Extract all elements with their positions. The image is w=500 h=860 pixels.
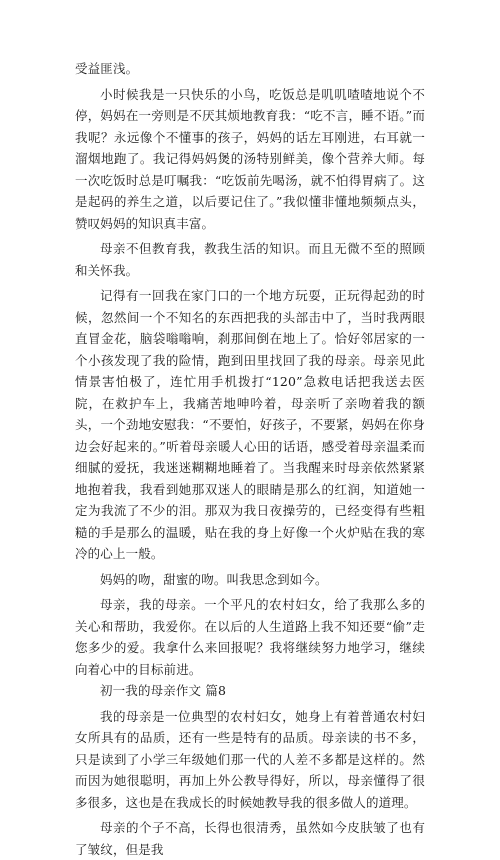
paragraph-1: 受益匪浅。	[75, 61, 139, 76]
paragraph-4: 记得有一回我在家门口的一个地方玩耍，正玩得起劲的时候，忽然间一个不知名的东西把我的头部击中了，当时我两眼直冒金花，脑袋嗡嗡响，刹那间倒在地上了。恰好邻居家的一个小孩发现了我的险情，跑到田里找回了我的母亲。母亲见此情景害怕极了，连忙用手机拨打“120”急救电话把我送去医院，在救护车上，我痛苦地呻吟着，母亲听了亲吻着我的额头，一个劲地安慰我：“不要怕，好孩子，不要紧，妈妈在你身边会好起来的。”听着母亲暖人心田的话语，感受着母亲温柔而细腻的爱抚，我迷迷糊糊地睡着了。当我醒来时母亲依然紧紧地抱着我，我看到她那双迷人的眼睛是那么的红润，知道她一定为我流了不少的泪。那双为我日夜操劳的，已经变得有些粗糙的手是那么的温暖，贴在我的身上好像一个火炉贴在我的寒冷的心上一般。	[75, 288, 425, 561]
paragraph-3: 母亲不但教育我，教我生活的知识。而且无微不至的照顾和关怀我。	[75, 241, 425, 278]
section-title: 初一我的母亲作文 篇8	[100, 683, 227, 698]
paragraph-7: 我的母亲是一位典型的农村妇女，她身上有着普通农村妇女所具有的品质，还有一些是特有的品质。母亲读的书不多，只是读到了小学三年级她们那一代的人差不多都是这样的。然而因为她很聪明，再加上外公教导得好，所以，母亲懂得了很多很多，这也是在我成长的时候她教导我的很多做人的道理。	[75, 708, 425, 810]
paragraph-6: 母亲，我的母亲。一个平凡的农村妇女，给了我那么多的关心和帮助，我爱你。在以后的人生道路上我不知还要“偷”走您多少的爱。我拿什么来回报呢？我将继续努力地学习，继续向着心中的目标前进。	[75, 597, 425, 677]
paragraph-5: 妈妈的吻，甜蜜的吻。叫我思念到如今。	[100, 571, 328, 587]
paragraph-8: 母亲的个子不高，长得也很清秀，虽然如今皮肤皱了也有了皱纹，但是我	[75, 820, 425, 857]
document-page	[75, 58, 425, 860]
paragraph-2: 小时候我是一只快乐的小鸟，吃饭总是叽叽喳喳地说个不停，妈妈在一旁则是不厌其烦地教育我：“吃不言，睡不语。”而我呢？永远像个不懂事的孩子，妈妈的话左耳刚进，右耳就一溜烟地跑了。我记得妈妈煲的汤特别鲜美，像个营养大师。每一次吃饭时总是叮嘱我：“吃饭前先喝汤，就不怕得胃病了。这是起码的养生之道，以后要记住了。”我似懂非懂地频频点头，赞叹妈妈的知识真丰富。	[75, 86, 425, 231]
